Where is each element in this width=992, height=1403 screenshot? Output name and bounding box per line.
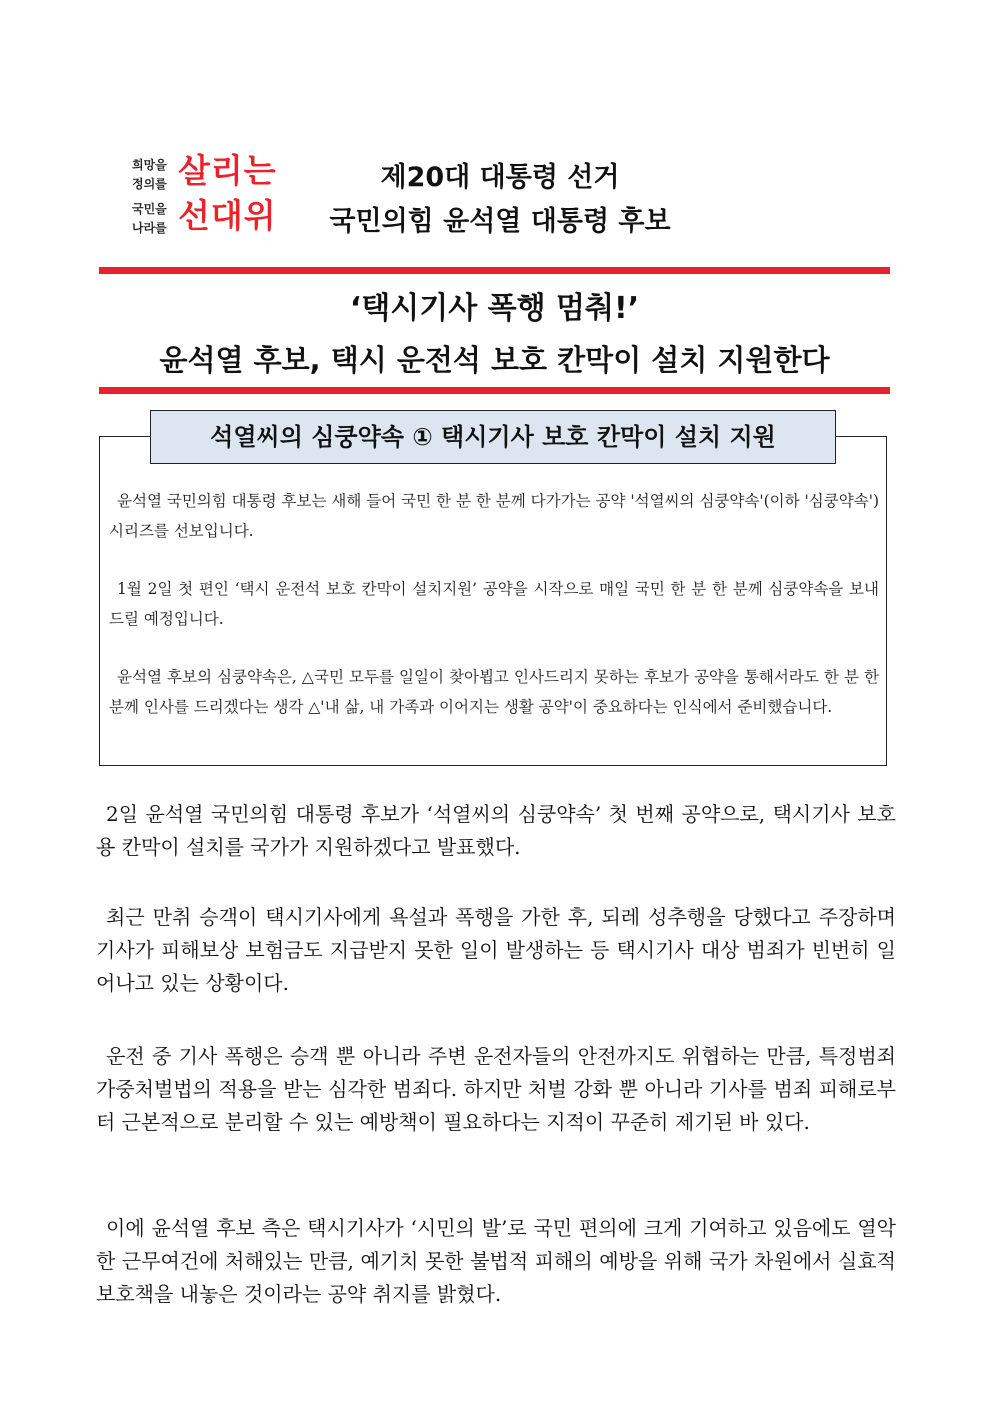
body-paragraph: 운전 중 기사 폭행은 승객 뿐 아니라 주변 운전자들의 안전까지도 위협하는 만큼, 특정범죄가중처벌법의 적용을 받는 심각한 범죄다. 하지만 처벌 강화 뿐 아니라 기사를 범죄 피해로부터 근본적으로 분리할 수 있는 예방책이 필요하다는 지적이 꾸준히 제기된 바 있다. bbox=[96, 1044, 896, 1134]
logo-big-line: 선대위 bbox=[178, 196, 277, 235]
headline-line2: 윤석열 후보, 택시 운전석 보호 칸막이 설치 지원한다 bbox=[159, 343, 830, 377]
logo-small-line: 국민을 bbox=[132, 202, 167, 216]
logo-slogan-small bbox=[132, 156, 167, 238]
logo-small-line: 희망을 bbox=[132, 158, 167, 172]
intro-box-label: 석열씨의 심쿵약속 ① 택시기사 보호 칸막이 설치 지원 bbox=[150, 410, 836, 464]
campaign-logo bbox=[132, 152, 297, 238]
body-paragraph: 2일 윤석열 국민의힘 대통령 후보가 ‘석열씨의 심쿵약속’ 첫 번째 공약으로, 택시기사 보호용 칸막이 설치를 국가가 지원하겠다고 발표했다. bbox=[96, 802, 896, 859]
body-paragraph: 최근 만취 승객이 택시기사에게 욕설과 폭행을 가한 후, 되레 성추행을 당했다고 주장하며 기사가 피해보상 보험금도 지급받지 못한 일이 발생하는 등 택시기사 대상 범죄가 빈번히 일어나고 있는 상황이다. bbox=[96, 905, 896, 995]
election-title: 제20대 대통령 선거 bbox=[380, 162, 620, 193]
logo-big-line: 살리는 bbox=[178, 151, 277, 190]
headline-line1: ‘택시기사 폭행 멈춰!’ bbox=[349, 291, 640, 326]
candidate-title: 국민의힘 윤석열 대통령 후보 bbox=[329, 206, 671, 237]
intro-paragraph: 1월 2일 첫 편인 ‘택시 운전석 보호 칸막이 설치지원’ 공약을 시작으로 매일 국민 한 분 한 분께 심쿵약속을 보내드릴 예정입니다. bbox=[109, 580, 879, 628]
red-divider-bottom bbox=[99, 387, 890, 394]
intro-paragraph: 윤석열 국민의힘 대통령 후보는 새해 들어 국민 한 분 한 분께 다가가는 공약 '석열씨의 심쿵약속'(이하 '심쿵약속') 시리즈를 선보입니다. bbox=[109, 492, 879, 540]
intro-paragraph: 윤석열 후보의 심쿵약속은, △국민 모두를 일일이 찾아뵙고 인사드리지 못하는 후보가 공약을 통해서라도 한 분 한 분께 인사를 드리겠다는 생각 △'내 삶, 내 가족과 이어지는 생활 공약'이 중요하다는 인식에서 준비했습니다. bbox=[109, 668, 879, 716]
red-divider-top bbox=[99, 267, 890, 274]
logo-small-line: 정의를 bbox=[132, 177, 167, 191]
logo-small-line: 나라를 bbox=[132, 221, 167, 235]
body-paragraph: 이에 윤석열 후보 측은 택시기사가 ‘시민의 발’로 국민 편의에 크게 기여하고 있음에도 열악한 근무여건에 처해있는 만큼, 예기치 못한 불법적 피해의 예방을 위해 국가 차원에서 실효적 보호책을 내놓은 것이라는 공약 취지를 밝혔다. bbox=[96, 1216, 896, 1306]
